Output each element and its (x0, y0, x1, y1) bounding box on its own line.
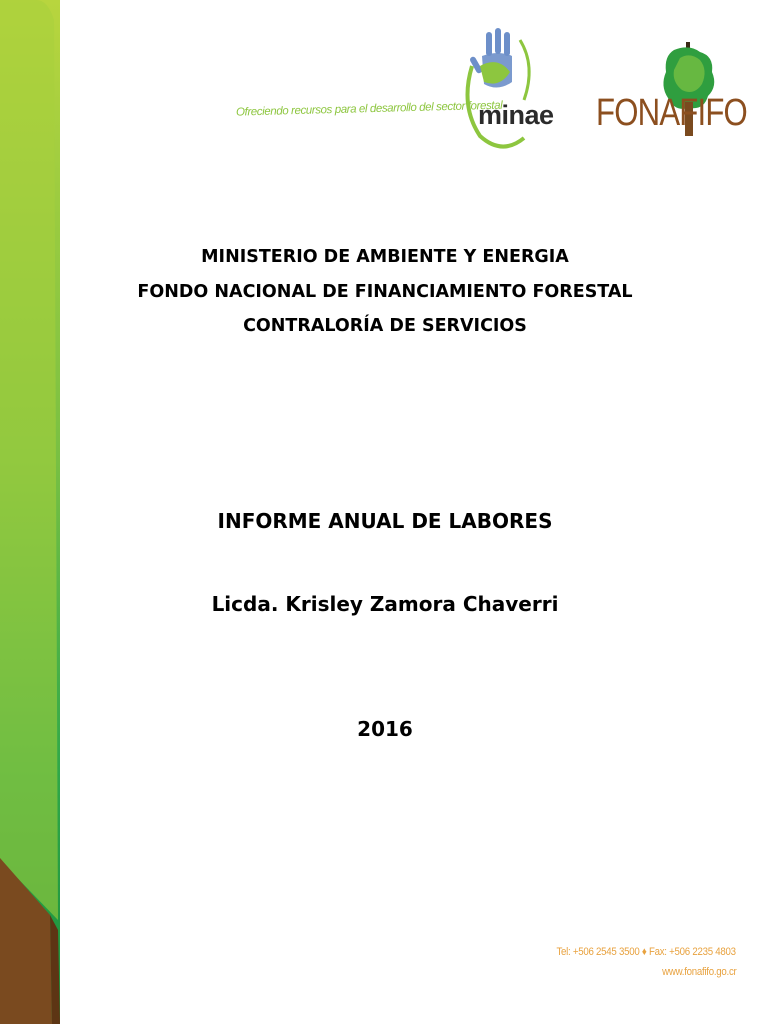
contact-website: www.fonafifo.go.cr (661, 966, 736, 978)
contact-phone-fax: Tel: +506 2545 3500 ♦ Fax: +506 2235 4803 (556, 946, 736, 958)
heading-service: CONTRALORÍA DE SERVICIOS (243, 316, 527, 336)
heading-fund: FONDO NACIONAL DE FINANCIAMIENTO FORESTAL (137, 282, 633, 302)
header-band (0, 0, 770, 170)
minae-logo-icon (458, 26, 568, 156)
report-title: INFORME ANUAL DE LABORES (217, 509, 553, 533)
heading-ministry: MINISTERIO DE AMBIENTE Y ENERGIA (201, 247, 569, 267)
report-year: 2016 (357, 717, 413, 741)
tagline: Ofreciendo recursos para el desarrollo del sector forestal (235, 99, 503, 119)
minae-logo-text: minae (478, 100, 554, 130)
author-name: Licda. Krisley Zamora Chaverri (211, 592, 559, 616)
fonafifo-logo-text: FONAFIFO (596, 92, 747, 134)
